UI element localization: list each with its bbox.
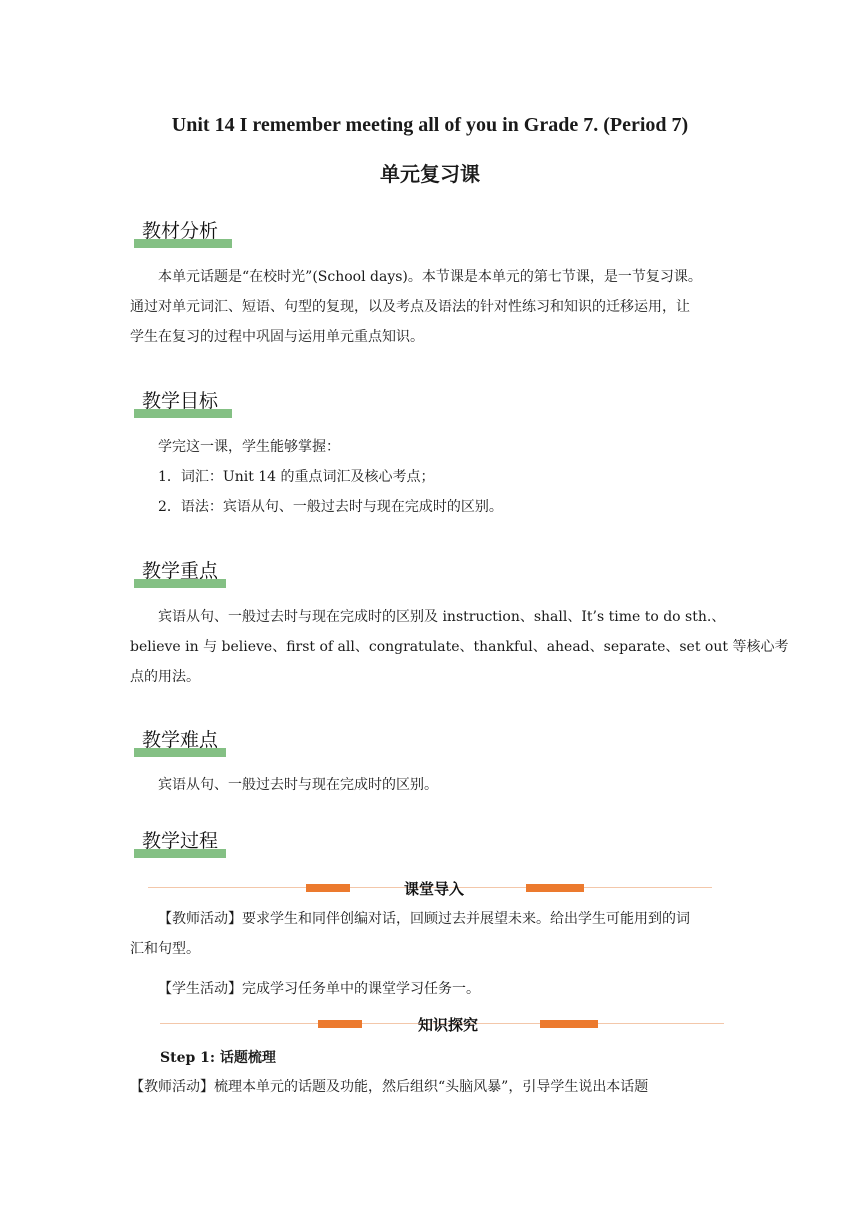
teacher-activity-1 [130,904,732,964]
divider-label: 知识探究 [418,1016,479,1034]
paragraph-line: 通过对单元词汇、短语、句型的复现，以及考点及语法的针对性练习和知识的迁移运用，让 [130,299,690,315]
title-chinese: 单元复习课 [380,162,480,186]
paragraph-line: 汇和句型。 [130,941,200,957]
paragraph-line: 宾语从句、一般过去时与现在完成时的区别及 instruction、shall、It’s time to do sth.、 [158,609,726,625]
divider-class-intro [148,878,712,898]
heading-text: 教学重点 [142,560,219,582]
section-heading-difficulties [134,727,219,757]
divider-block-left [306,884,350,892]
student-activity-1 [130,974,732,1004]
heading-text: 教学目标 [142,390,219,412]
goals-list [130,432,732,522]
step-heading: Step 1: 话题梳理 [160,1050,276,1066]
heading-text: 教材分析 [142,220,219,242]
teacher-activity-2 [130,1072,732,1102]
paragraph-line: 宾语从句、一般过去时与现在完成时的区别。 [158,777,438,793]
key-points-paragraph [130,602,789,692]
divider-knowledge [160,1014,724,1034]
divider-block-left [318,1020,362,1028]
difficulties-paragraph [130,770,732,800]
paragraph-line: 【教师活动】梳理本单元的话题及功能，然后组织“头脑风暴”，引导学生说出本话题 [130,1079,649,1095]
goals-item: 2．语法：宾语从句、一般过去时与现在完成时的区别。 [158,499,503,515]
divider-block-right [540,1020,598,1028]
title-english: Unit 14 I remember meeting all of you in Grade 7. (Period 7) [171,114,689,136]
paragraph-line: 【教师活动】要求学生和同伴创编对话，回顾过去并展望未来。给出学生可能用到的词 [158,911,690,927]
paragraph-line: believe in 与 believe、first of all、congratulate、thankful、ahead、separate、set out 等核心考 [130,639,789,655]
section-heading-analysis [134,218,219,248]
goals-intro: 学完这一课，学生能够掌握： [158,439,340,455]
analysis-paragraph [130,262,732,352]
section-heading-key-points [134,558,219,588]
paragraph-line: 本单元话题是“在校时光”(School days)。本节课是本单元的第七节课，是一节复习课。 [158,269,702,285]
heading-text: 教学难点 [142,729,219,751]
goals-item: 1．词汇：Unit 14 的重点词汇及核心考点； [158,469,435,485]
section-heading-process [134,828,219,858]
paragraph-line: 学生在复习的过程中巩固与运用单元重点知识。 [130,329,424,345]
divider-label: 课堂导入 [404,880,465,898]
paragraph-line: 点的用法。 [130,669,200,685]
paragraph-line: 【学生活动】完成学习任务单中的课堂学习任务一。 [158,981,480,997]
heading-text: 教学过程 [142,830,219,852]
section-heading-goals [134,388,219,418]
divider-block-right [526,884,584,892]
